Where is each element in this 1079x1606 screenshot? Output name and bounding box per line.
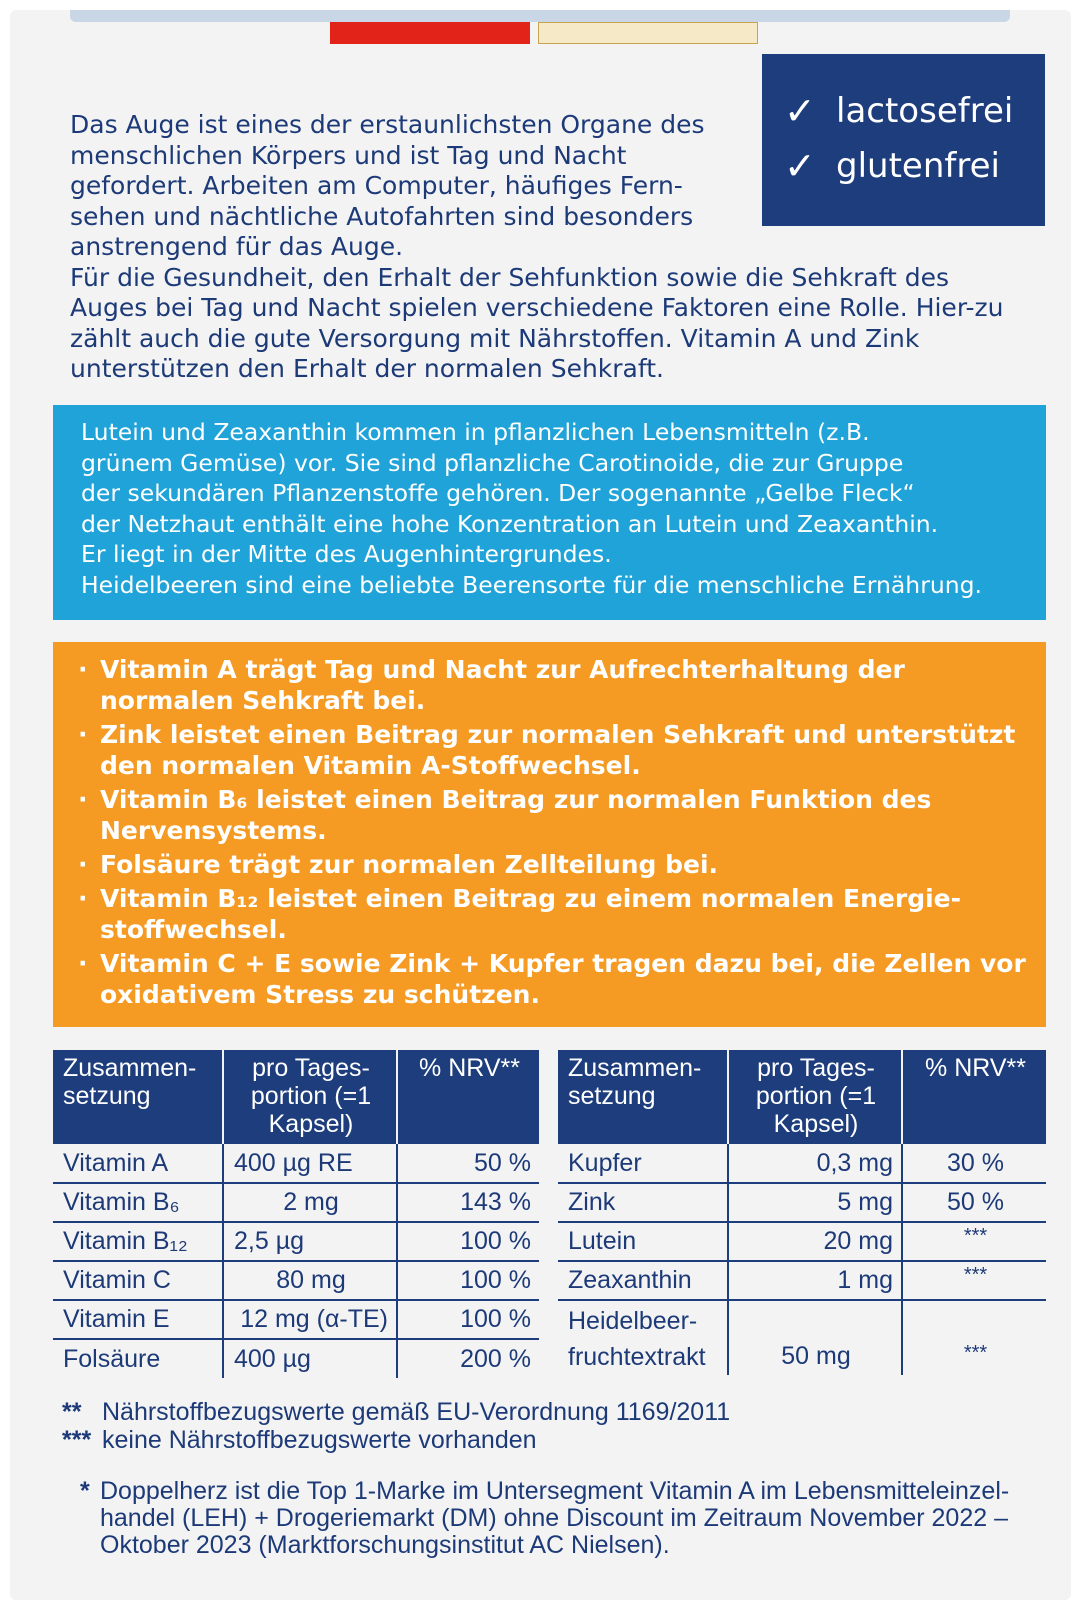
table-header-row bbox=[558, 1050, 1046, 1144]
table-row bbox=[558, 1300, 1046, 1375]
nutrient-nrv: 100 % bbox=[397, 1300, 539, 1339]
nutrient-nrv: 100 % bbox=[397, 1222, 539, 1261]
footnote-marker: * bbox=[80, 1477, 90, 1505]
package-back-panel bbox=[10, 10, 1071, 1600]
intro-paragraph-1: Das Auge ist eines der erstaunlichsten Organe des menschlichen Körpers und ist Tag und Nacht gefordert. Arbeiten am Computer, häufiges Fern-sehen und nächtliche Autofahrten sind besonders anstrengend für das Auge. bbox=[70, 110, 705, 261]
nutrient-name: Zink bbox=[558, 1183, 728, 1222]
footnote-marker: ** bbox=[62, 1398, 82, 1426]
lactose-free-label: lactosefrei bbox=[836, 91, 1014, 131]
footnote-no-nrv bbox=[62, 1426, 730, 1454]
nutrition-table-left bbox=[53, 1050, 539, 1378]
top-band bbox=[70, 10, 1010, 22]
nutrient-amount: 12 mg (α-TE) bbox=[223, 1300, 397, 1339]
package-top-edge bbox=[10, 10, 1071, 50]
footnote-text: Nährstoffbezugswerte gemäß EU-Verordnung 1169/2011 bbox=[102, 1398, 731, 1426]
table-row bbox=[558, 1144, 1046, 1183]
nutrient-amount: 50 mg bbox=[728, 1300, 902, 1375]
claim-item bbox=[78, 948, 1026, 1010]
nutrient-amount: 80 mg bbox=[223, 1261, 397, 1300]
nutrient-nrv: *** bbox=[902, 1261, 1046, 1300]
nutrient-amount: 400 µg bbox=[223, 1339, 397, 1378]
nutrient-nrv: *** bbox=[963, 1342, 988, 1364]
table-row bbox=[53, 1183, 539, 1222]
nutrient-nrv: 200 % bbox=[460, 1344, 531, 1373]
nutrient-nrv: 143 % bbox=[397, 1183, 539, 1222]
nutrient-name: Kupfer bbox=[558, 1144, 728, 1183]
nutrient-amount: 20 mg bbox=[728, 1222, 902, 1261]
column-header-composition: Zusammen-setzung bbox=[558, 1050, 728, 1144]
brand-claim-footnote bbox=[80, 1478, 1040, 1559]
nutrition-table-right bbox=[558, 1050, 1046, 1375]
info-line: der sekundären Pflanzenstoffe gehören. Der sogenannte „Gelbe Fleck“ bbox=[81, 479, 915, 507]
table-row bbox=[53, 1144, 539, 1183]
nutrient-name: Vitamin A bbox=[53, 1144, 223, 1183]
bullet-icon: · bbox=[78, 884, 88, 913]
column-header-nrv: % NRV** bbox=[397, 1050, 539, 1144]
claim-item bbox=[78, 654, 1026, 716]
checkmark-icon: ✓ bbox=[784, 144, 816, 188]
nutrient-amount: 5 mg bbox=[728, 1183, 902, 1222]
health-claims-box bbox=[53, 642, 1046, 1027]
claim-text: Folsäure trägt zur normalen Zellteilung bei. bbox=[100, 850, 719, 879]
claim-text: Vitamin B₆ leistet einen Beitrag zur normalen Funktion des Nervensystems. bbox=[100, 785, 932, 845]
intro-paragraph-2: Für die Gesundheit, den Erhalt der Sehfunktion sowie die Sehkraft des Auges bei Tag und Nacht spielen verschiedene Faktoren eine Rolle. Hier-zu zählt auch die gute Versorgung mit Nährstoffen. Vitamin A und Zink unterstützen den Erhalt der normalen Sehkraft. bbox=[70, 262, 1004, 383]
footnote-marker: *** bbox=[62, 1426, 92, 1454]
nutrient-nrv: *** bbox=[902, 1222, 1046, 1261]
claim-item bbox=[78, 719, 1026, 781]
info-line: Heidelbeeren sind eine beliebte Beerensorte für die menschliche Ernährung. bbox=[81, 570, 983, 599]
footnotes bbox=[62, 1398, 730, 1454]
column-header-per-portion: pro Tages-portion (=1 Kapsel) bbox=[728, 1050, 902, 1144]
info-line: Er liegt in der Mitte des Augenhintergrundes. bbox=[81, 540, 612, 568]
footnote-text: Doppelherz ist die Top 1-Marke im Untersegment Vitamin A im Lebensmitteleinzel-handel (LEH) + Drogeriemarkt (DM) ohne Discount im Zeitraum November 2022 – Oktober 2023 (Marktforschungsinstitut AC Nielsen). bbox=[100, 1477, 1010, 1559]
nutrient-nrv: 30 % bbox=[902, 1144, 1046, 1183]
nutrient-name: Vitamin B₁₂ bbox=[53, 1222, 223, 1261]
nutrient-name: Zeaxanthin bbox=[558, 1261, 728, 1300]
footnote-text: keine Nährstoffbezugswerte vorhanden bbox=[102, 1426, 537, 1454]
table-header-row bbox=[53, 1050, 539, 1144]
claim-item bbox=[78, 784, 1026, 846]
nutrient-nrv: 50 % bbox=[902, 1183, 1046, 1222]
claim-item bbox=[78, 883, 1026, 945]
bullet-icon: · bbox=[78, 655, 88, 684]
table-row bbox=[53, 1222, 539, 1261]
lutein-info-box bbox=[53, 405, 1046, 620]
table-row bbox=[558, 1261, 1046, 1300]
claim-text: Vitamin C + E sowie Zink + Kupfer tragen dazu bei, die Zellen vor oxidativem Stress zu schützen. bbox=[100, 949, 1026, 1009]
info-line: der Netzhaut enthält eine hohe Konzentration an Lutein und Zeaxanthin. bbox=[81, 509, 939, 538]
bullet-icon: · bbox=[78, 720, 88, 749]
nutrient-name: Lutein bbox=[558, 1222, 728, 1261]
top-tan-badge bbox=[538, 22, 758, 44]
column-header-per-portion: pro Tages-portion (=1 Kapsel) bbox=[223, 1050, 397, 1144]
nutrient-name: Heidelbeer-fruchtextrakt bbox=[558, 1300, 728, 1375]
nutrient-amount: 2,5 µg bbox=[223, 1222, 397, 1261]
nutrient-name: Vitamin C bbox=[53, 1261, 223, 1300]
claim-text: Zink leistet einen Beitrag zur normalen Sehkraft und unterstützt den normalen Vitamin A-Stoffwechsel. bbox=[100, 720, 1016, 780]
nutrient-nrv: 50 % bbox=[397, 1144, 539, 1183]
column-header-composition: Zusammen-setzung bbox=[53, 1050, 223, 1144]
column-header-nrv: % NRV** bbox=[902, 1050, 1046, 1144]
nutrient-nrv: 100 % bbox=[397, 1261, 539, 1300]
nutrient-name: Vitamin B₆ bbox=[53, 1183, 223, 1222]
nutrient-amount: 0,3 mg bbox=[728, 1144, 902, 1183]
claim-text: Vitamin B₁₂ leistet einen Beitrag zu einem normalen Energie-stoffwechsel. bbox=[100, 884, 962, 944]
nutrient-amount: 2 mg bbox=[223, 1183, 397, 1222]
top-red-badge bbox=[330, 22, 530, 44]
footnote-nrv bbox=[62, 1398, 730, 1426]
bullet-icon: · bbox=[78, 785, 88, 814]
claim-item bbox=[78, 849, 1026, 880]
table-row bbox=[558, 1183, 1046, 1222]
gluten-free-label: glutenfrei bbox=[836, 146, 1000, 186]
table-row bbox=[53, 1300, 539, 1339]
checkmark-icon: ✓ bbox=[784, 89, 816, 133]
table-row bbox=[53, 1339, 539, 1378]
bullet-icon: · bbox=[78, 850, 88, 879]
intro-text bbox=[70, 110, 1030, 385]
nutrient-name: Folsäure bbox=[53, 1339, 223, 1378]
table-row bbox=[558, 1222, 1046, 1261]
bullet-icon: · bbox=[78, 949, 88, 978]
table-row bbox=[53, 1261, 539, 1300]
nutrient-amount: 1 mg bbox=[728, 1261, 902, 1300]
nutrient-name: Vitamin E bbox=[53, 1300, 223, 1339]
nutrient-amount: 400 µg RE bbox=[223, 1144, 397, 1183]
info-line: Lutein und Zeaxanthin kommen in pflanzlichen Lebensmitteln (z.B. bbox=[81, 418, 870, 446]
claim-text: Vitamin A trägt Tag und Nacht zur Aufrechterhaltung der normalen Sehkraft bei. bbox=[100, 655, 905, 715]
info-line: grünem Gemüse) vor. Sie sind pflanzliche Carotinoide, die zur Gruppe bbox=[81, 448, 904, 477]
